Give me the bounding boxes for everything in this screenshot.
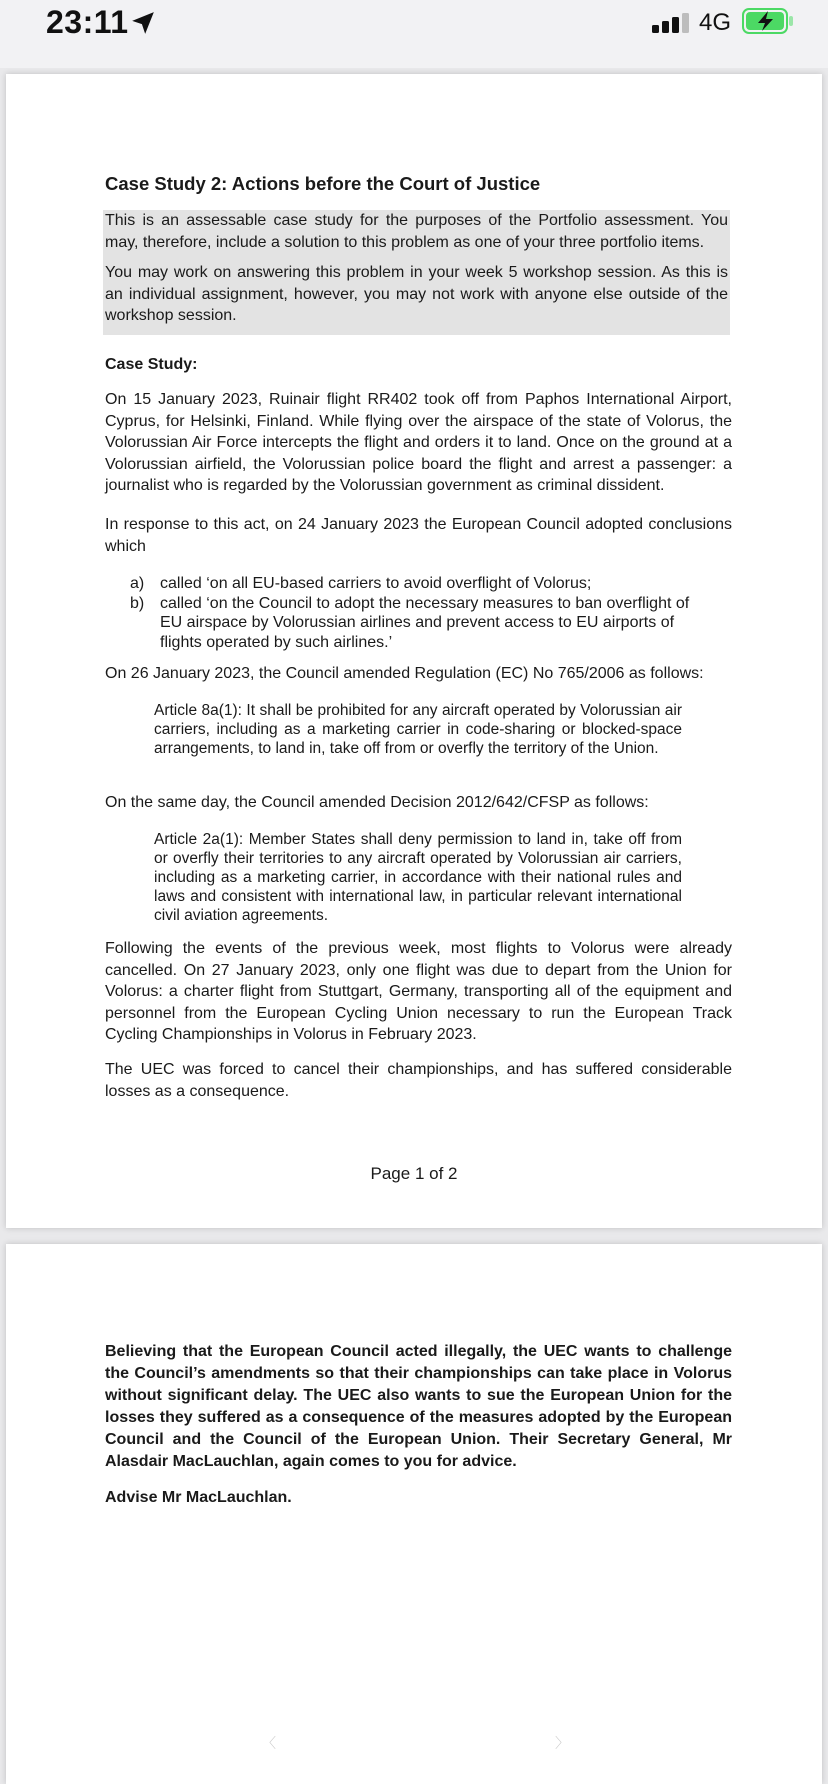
list-marker: a) — [130, 575, 145, 592]
decision-amendment-paragraph: On the same day, the Council amended Decision 2012/642/CFSP as follows: — [105, 794, 649, 811]
page-number: Page 1 of 2 — [370, 1164, 458, 1183]
regulation-amendment-paragraph: On 26 January 2023, the Council amended Regulation (EC) No 765/2006 as follows: — [105, 665, 704, 682]
uec-challenge-paragraph: Believing that the European Council acted illegally, the UEC wants to challenge the Council’s amendments so that their championships can take place in Volorus without significant delay. The UEC also wants to sue the European Union for the losses they suffered as a consequence of the measures adopted by the European Council and the Council of the European Union. Their Secretary General, Mr Alasdair MacLauchlan, again comes to you for advice. — [105, 1343, 732, 1470]
assessment-notice-box — [103, 210, 730, 335]
case-study-heading: Case Study: — [105, 356, 198, 373]
status-time: 23:11 — [46, 4, 129, 40]
location-arrow-icon — [130, 10, 156, 36]
article-2a-quote: Article 2a(1): Member States shall deny permission to land in, take off from or overfly their territories to any aircraft operated by Volorussian air carriers, including as a marketing carrier, in accordance with their national rules and laws and consistent with international law, in particular relevant international civil aviation agreements. — [154, 831, 682, 924]
case-study-title: Case Study 2: Actions before the Court of Justice — [105, 173, 541, 194]
workshop-notice-paragraph: You may work on answering this problem in your week 5 workshop session. As this is an individual assignment, however, you may not work with anyone else outside of the workshop session. — [105, 264, 728, 324]
facts-paragraph: On 15 January 2023, Ruinair flight RR402 took off from Paphos International Airport, Cyprus, for Helsinki, Finland. While flying over the airspace of the state of Volorus, the Volorussian Air Force intercepts the flight and orders it to land. Once on the ground at a Volorussian airfield, the Volorussian police board the flight and arrest a passenger: a journalist who is regarded by the Volorussian government as criminal dissident. — [105, 391, 732, 494]
battery-charging-icon — [742, 8, 794, 34]
status-bar — [0, 0, 828, 68]
next-page-icon[interactable]: 〉 — [555, 1735, 569, 1751]
assessment-notice-paragraph: This is an assessable case study for the purposes of the Portfolio assessment. You may, therefore, include a solution to this problem as one of your three portfolio items. — [105, 212, 728, 251]
list-item — [130, 594, 710, 653]
previous-page-icon[interactable]: 〈 — [262, 1735, 276, 1751]
article-8a-quote: Article 8a(1): It shall be prohibited for any aircraft operated by Volorussian air carriers, including as a marketing carrier in code-sharing or blocked-space arrangements, to land in, take off from or overfly the territory of the Union. — [154, 702, 682, 757]
cancelled-flights-paragraph: Following the events of the previous week, most flights to Volorus were already cancelled. On 27 January 2023, only one flight was due to depart from the Union for Volorus: a charter flight from Stuttgart, Germany, transporting all of the equipment and personnel from the European Cycling Union necessary to run the European Track Cycling Championships in Volorus in February 2023. — [105, 940, 732, 1043]
uec-losses-paragraph: The UEC was forced to cancel their championships, and has suffered considerable losses as a consequence. — [105, 1061, 732, 1100]
list-item-text: called ‘on all EU-based carriers to avoid overflight of Volorus; — [160, 575, 592, 592]
list-item-text: called ‘on the Council to adopt the necessary measures to ban overflight of EU airspace by Volorussian airlines and prevent access to EU airports of flights operated by such airlines.’ — [160, 594, 690, 651]
list-marker: b) — [130, 594, 145, 612]
document-page-2 — [6, 1244, 822, 1784]
network-type-label: 4G — [699, 9, 732, 36]
list-item — [130, 574, 710, 594]
conclusions-list — [130, 574, 710, 652]
document-page-1 — [6, 74, 822, 1228]
cellular-signal-icon — [652, 12, 698, 34]
advise-instruction: Advise Mr MacLauchlan. — [105, 1489, 292, 1506]
european-council-paragraph: In response to this act, on 24 January 2023 the European Council adopted conclusions which — [105, 516, 732, 555]
